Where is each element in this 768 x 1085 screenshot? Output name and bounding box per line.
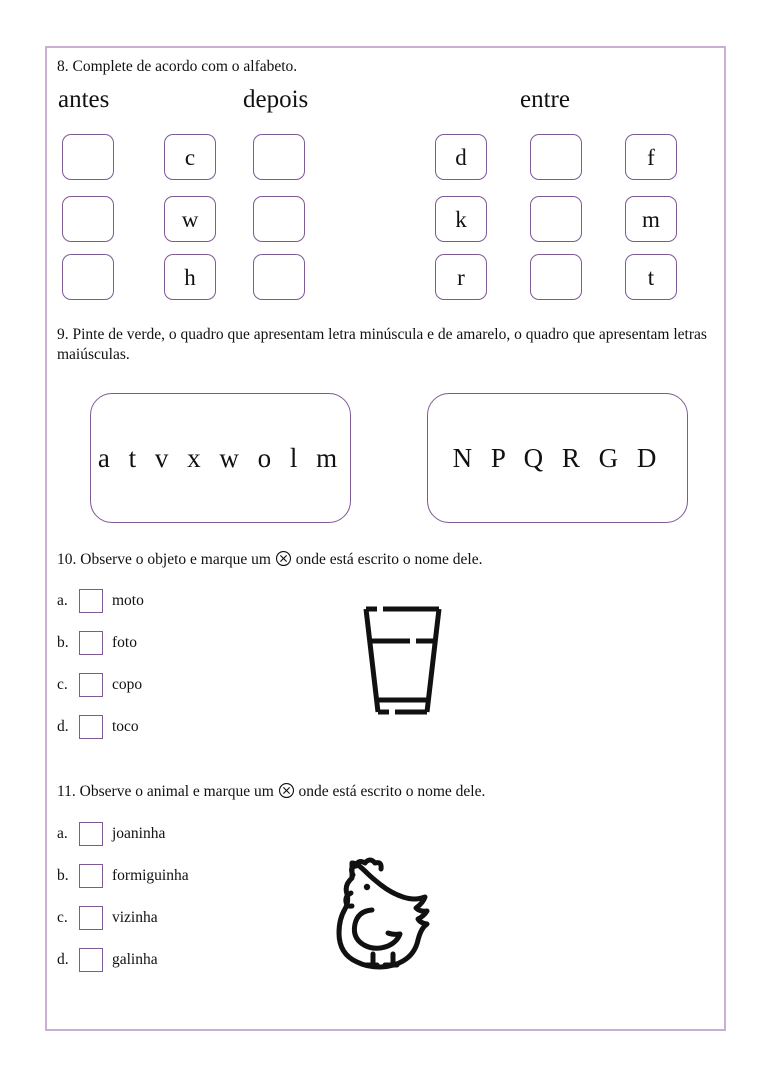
q10-option-a-label: moto: [112, 592, 144, 609]
q10-option-a-checkbox[interactable]: [79, 589, 103, 613]
q11-option-d[interactable]: [57, 947, 158, 973]
q9-lowercase-letters: a t v x w o l m: [97, 442, 344, 473]
q10-option-c[interactable]: [57, 672, 142, 698]
q10-option-b-checkbox[interactable]: [79, 631, 103, 655]
q8-row2-antes-blank[interactable]: [62, 196, 114, 242]
q8-row3-entre-right: t: [625, 254, 677, 300]
question-11-prompt: [57, 782, 712, 802]
q10-option-c-label: copo: [112, 676, 143, 693]
circled-x-icon: [278, 782, 295, 799]
question-8-prompt: 8. Complete de acordo com o alfabeto.: [57, 58, 298, 75]
q8-row1-depois-blank[interactable]: [253, 134, 305, 180]
q10-option-b-letter: b.: [57, 634, 69, 651]
q11-option-c[interactable]: [57, 905, 158, 931]
q11-option-d-label: galinha: [112, 951, 158, 968]
q10-option-d-label: toco: [112, 718, 139, 735]
q10-option-b[interactable]: [57, 630, 137, 656]
q11-option-c-letter: c.: [57, 909, 68, 926]
q8-row1-given-letter: c: [164, 134, 216, 180]
q8-row2-given-letter: w: [164, 196, 216, 242]
q10-option-d[interactable]: [57, 714, 139, 740]
question-9-prompt: 9. Pinte de verde, o quadro que apresentam letra minúscula e de amarelo, o quadro que apresentam letras maiúsculas.: [57, 326, 707, 363]
q9-uppercase-letters: N P Q R G D: [452, 442, 663, 473]
q11-option-d-checkbox[interactable]: [79, 948, 103, 972]
column-header-entre: entre: [520, 86, 570, 113]
question-10-prompt: [57, 550, 712, 570]
q8-row3-depois-blank[interactable]: [253, 254, 305, 300]
q10-option-a[interactable]: [57, 588, 144, 614]
q10-option-b-label: foto: [112, 634, 137, 651]
q8-row1-entre-left: d: [435, 134, 487, 180]
q8-row3-entre-blank[interactable]: [530, 254, 582, 300]
question-11-prompt-after: onde está escrito o nome dele.: [298, 783, 486, 800]
q8-row3-antes-blank[interactable]: [62, 254, 114, 300]
q8-row1-entre-blank[interactable]: [530, 134, 582, 180]
q11-option-a[interactable]: [57, 821, 165, 847]
column-header-antes: antes: [58, 86, 110, 113]
q11-option-b-label: formiguinha: [112, 867, 189, 884]
worksheet-page: [45, 46, 726, 1031]
q11-option-a-checkbox[interactable]: [79, 822, 103, 846]
q11-option-b-letter: b.: [57, 867, 69, 884]
q11-option-c-checkbox[interactable]: [79, 906, 103, 930]
q11-option-a-label: joaninha: [112, 825, 166, 842]
q8-row2-depois-blank[interactable]: [253, 196, 305, 242]
q10-option-d-checkbox[interactable]: [79, 715, 103, 739]
q8-row2-entre-blank[interactable]: [530, 196, 582, 242]
q10-option-d-letter: d.: [57, 718, 69, 735]
q8-row2-entre-right: m: [625, 196, 677, 242]
q8-row3-entre-left: r: [435, 254, 487, 300]
column-header-depois: depois: [243, 86, 309, 113]
q9-lowercase-box[interactable]: [90, 393, 351, 523]
q11-option-d-letter: d.: [57, 951, 69, 968]
q8-row1-entre-right: f: [625, 134, 677, 180]
q10-option-c-letter: c.: [57, 676, 68, 693]
hen-icon: [325, 856, 445, 971]
question-11-prompt-before: 11. Observe o animal e marque um: [57, 783, 274, 800]
q11-option-c-label: vizinha: [112, 909, 158, 926]
q8-row3-given-letter: h: [164, 254, 216, 300]
q11-option-b[interactable]: [57, 863, 189, 889]
question-10-prompt-after: onde está escrito o nome dele.: [295, 551, 483, 568]
question-10-prompt-before: 10. Observe o objeto e marque um: [57, 551, 271, 568]
q8-row1-antes-blank[interactable]: [62, 134, 114, 180]
q10-option-a-letter: a.: [57, 592, 68, 609]
q11-option-b-checkbox[interactable]: [79, 864, 103, 888]
circled-x-icon: [275, 550, 292, 567]
q9-uppercase-box[interactable]: [427, 393, 688, 523]
q11-option-a-letter: a.: [57, 825, 68, 842]
q8-row2-entre-left: k: [435, 196, 487, 242]
drinking-glass-icon: [347, 600, 457, 725]
q10-option-c-checkbox[interactable]: [79, 673, 103, 697]
